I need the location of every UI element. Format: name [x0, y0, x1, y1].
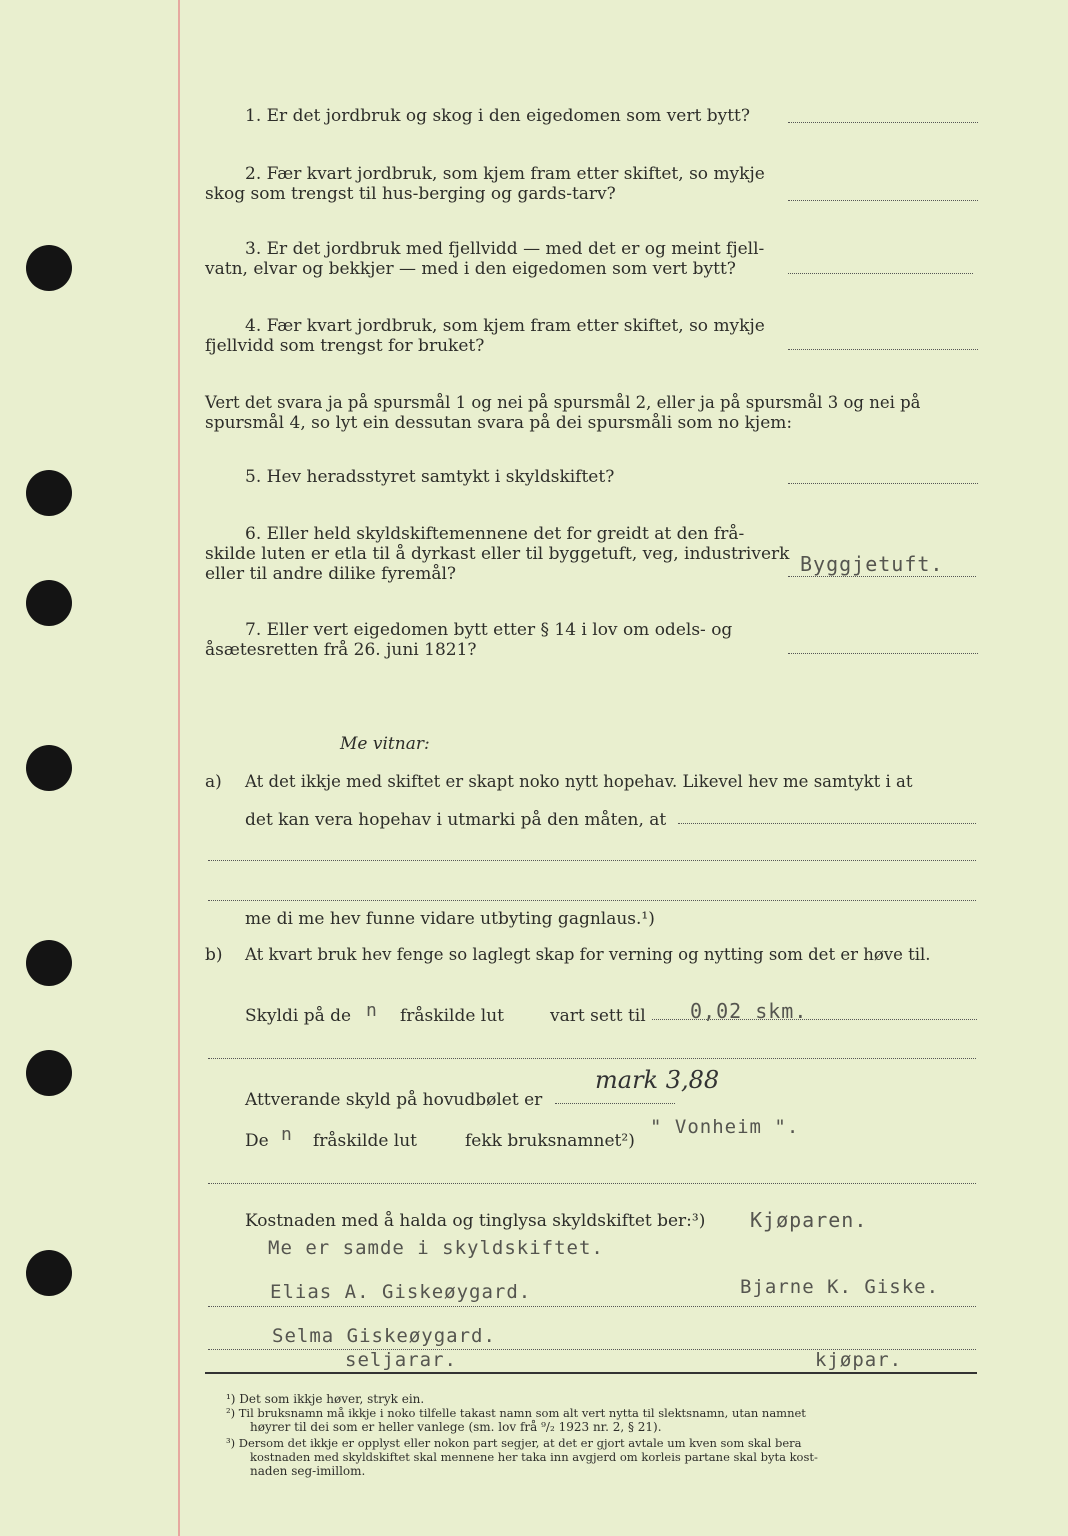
seller1-name: Elias A. Giskeøygard. — [270, 1281, 532, 1303]
buyer-role: kjøpar. — [815, 1349, 903, 1371]
attverande-label: Attverande skyld på hovudbølet er — [245, 1090, 543, 1110]
fill-line — [208, 1183, 976, 1184]
fill-line — [678, 823, 976, 824]
question-4-line1: 4. Fær kvart jordbruk, som kjem fram etter skiftet, so mykje — [245, 316, 765, 336]
agreement-statement: Me er samde i skyldskiftet. — [268, 1237, 604, 1259]
attverande-handwritten: mark 3,88 — [595, 1066, 720, 1094]
punch-hole — [26, 245, 72, 291]
item-a-line1: At det ikkje med skiftet er skapt noko nytt hopehav. Likevel hev me samtykt i at — [245, 772, 913, 791]
answer-line — [788, 273, 973, 274]
punch-hole — [26, 1250, 72, 1296]
skyld-fill-n: n — [366, 1000, 378, 1021]
buyer-name: Bjarne K. Giske. — [740, 1276, 940, 1298]
de-fill-n: n — [281, 1124, 293, 1145]
question-7-line1: 7. Eller vert eigedomen bytt etter § 14 i lov om odels- og — [245, 620, 733, 640]
footnote-2b: høyrer til dei som er heller vanlege (sm. lov frå ⁹/₂ 1923 nr. 2, § 21). — [250, 1420, 662, 1434]
kostnad-label: Kostnaden med å halda og tinglysa skyldskiftet ber:³) — [245, 1211, 706, 1231]
punch-hole — [26, 745, 72, 791]
question-2-line2: skog som trengst til hus-berging og gards-tarv? — [205, 184, 616, 204]
signature-line — [208, 1306, 976, 1307]
footnote-3c: naden seg-imillom. — [250, 1464, 366, 1478]
item-a-marker: a) — [205, 772, 222, 792]
footnote-divider — [205, 1372, 977, 1374]
question-1: 1. Er det jordbruk og skog i den eigedomen som vert bytt? — [245, 106, 750, 126]
answer-line — [788, 483, 978, 484]
fill-line — [208, 900, 976, 901]
question-6-line2: skilde luten er etla til å dyrkast eller til byggetuft, veg, industriverk — [205, 544, 790, 564]
answer-6-typed: Byggjetuft. — [800, 552, 944, 576]
question-3-line2: vatn, elvar og bekkjer — med i den eigedomen som vert bytt? — [205, 259, 736, 279]
answer-line — [788, 349, 978, 350]
fill-line — [652, 1019, 977, 1020]
punch-hole — [26, 940, 72, 986]
seller-role: seljarar. — [345, 1349, 457, 1371]
witness-heading: Me vitnar: — [340, 734, 430, 754]
fill-line — [555, 1103, 675, 1104]
skyld-value: 0,02 skm. — [690, 999, 808, 1023]
skyld-label: Skyldi på de — [245, 1006, 352, 1026]
question-5: 5. Hev heradsstyret samtykt i skyldskiftet? — [245, 467, 615, 487]
footnote-3b: kostnaden med skyldskiftet skal mennene her taka inn avgjerd om korleis partane skal byta kost- — [250, 1450, 818, 1464]
intro-line1: Vert det svara ja på spursmål 1 og nei på spursmål 2, eller ja på spursmål 3 og nei på — [205, 393, 921, 412]
question-6-line1: 6. Eller held skyldskiftemennene det for greidt at den frå- — [245, 524, 745, 544]
bruksnamn-value: " Vonheim ". — [650, 1116, 800, 1138]
question-4-line2: fjellvidd som trengst for bruket? — [205, 336, 485, 356]
question-3-line1: 3. Er det jordbruk med fjellvidd — med det er og meint fjell- — [245, 239, 765, 259]
answer-line — [788, 653, 978, 654]
skyld-label3: vart sett til — [550, 1006, 646, 1026]
punch-hole — [26, 470, 72, 516]
item-a-line3: me di me hev funne vidare utbyting gagnlaus.¹) — [245, 909, 655, 929]
fill-line — [208, 860, 976, 861]
footnote-2a: ²) Til bruksnamn må ikkje i noko tilfelle takast namn som alt vert nytta til slektsnamn, utan namnet — [226, 1406, 806, 1420]
footnote-3a: ³) Dersom det ikkje er opplyst eller nokon part segjer, at det er gjort avtale um kven som skal bera — [226, 1436, 802, 1450]
item-b-line: At kvart bruk hev fenge so laglegt skap for verning og nytting som det er høve til. — [245, 945, 931, 964]
question-2-line1: 2. Fær kvart jordbruk, som kjem fram etter skiftet, so mykje — [245, 164, 765, 184]
punch-hole — [26, 580, 72, 626]
de-label: De — [245, 1131, 269, 1151]
question-7-line2: åsætesretten frå 26. juni 1821? — [205, 640, 477, 660]
fill-line — [208, 1058, 976, 1059]
answer-line — [788, 200, 978, 201]
question-6-line3: eller til andre dilike fyremål? — [205, 564, 457, 584]
item-b-marker: b) — [205, 945, 223, 965]
bruksnamn-label: fekk bruksnamnet²) — [465, 1131, 635, 1151]
answer-line — [788, 122, 978, 123]
intro-line2: spursmål 4, so lyt ein dessutan svara på dei spursmåli som no kjem: — [205, 413, 793, 433]
de-label2: fråskilde lut — [313, 1131, 418, 1151]
answer-line — [788, 576, 976, 577]
margin-line — [178, 0, 180, 1536]
item-a-line2: det kan vera hopehav i utmarki på den måten, at — [245, 810, 667, 830]
seller2-name: Selma Giskeøygard. — [272, 1325, 496, 1347]
skyld-label2: fråskilde lut — [400, 1006, 505, 1026]
punch-hole — [26, 1050, 72, 1096]
kostnad-value: Kjøparen. — [750, 1208, 868, 1232]
footnote-1: ¹) Det som ikkje høver, stryk ein. — [226, 1392, 425, 1406]
